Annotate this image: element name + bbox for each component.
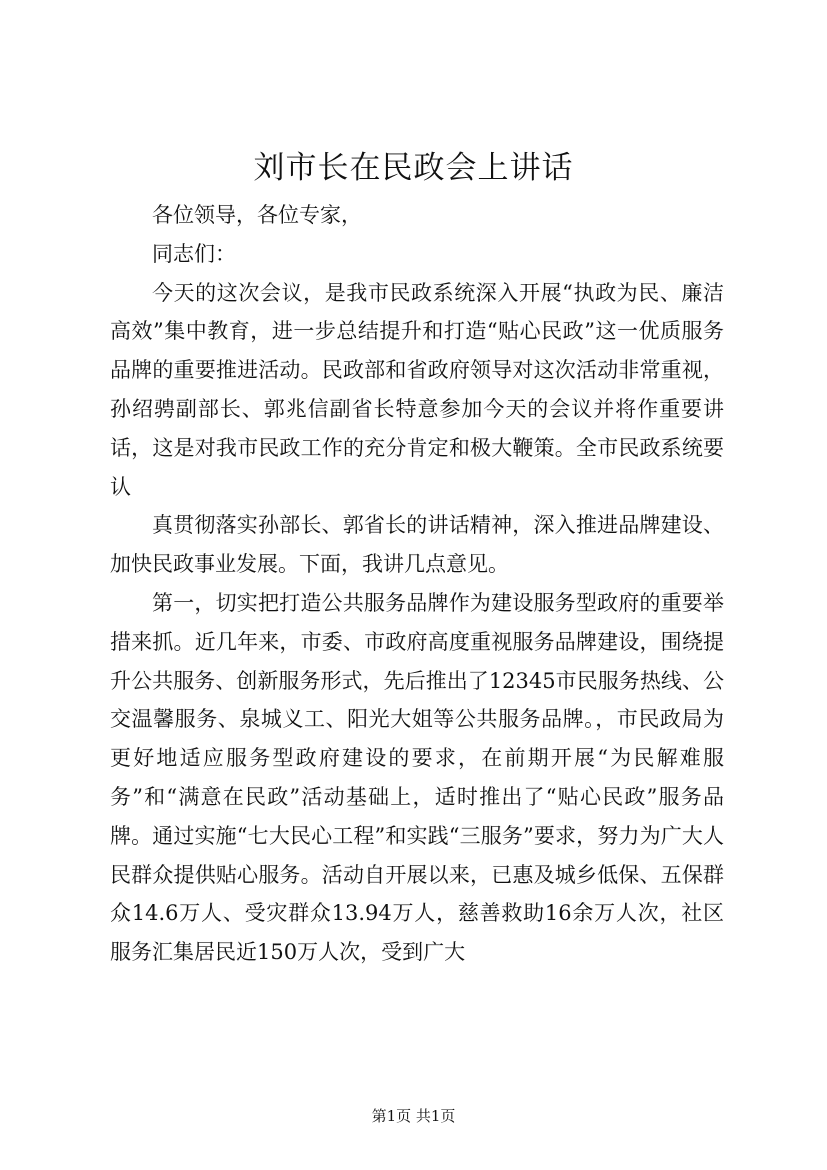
page-footer: 第1页 共1页 bbox=[371, 1107, 456, 1125]
salutation-line: 各位领导，各位专家， bbox=[152, 203, 362, 227]
body-paragraph: 第一，切实把打造公共服务品牌作为建设服务型政府的重要举措来抓。近几年来，市委、市政府高度重视服务品牌建设，围绕提升公共服务、创新服务形式，先后推出了12345市民服务热线、公交温馨服务、泉城义工、阳光大姐等公共服务品牌。，市民政局为更好地适应服务型政府建设的要求，在前期开展“为民解难服务”和“满意在民政”活动基础上，适时推出了“贴心民政”服务品牌。通过实施“七大民心工程”和实践“三服务”要求，努力为广大人民群众提供贴心服务。活动自开展以来，已惠及城乡低保、五保群众14.6万人、受灾群众13.94万人，慈善救助16余万人次，社区服务汇集居民近150万人次，受到广大 bbox=[110, 590, 724, 965]
salutation-line: 同志们： bbox=[152, 241, 236, 266]
body-paragraph: 今天的这次会议，是我市民政系统深入开展“执政为民、廉洁高效”集中教育，进一步总结提升和打造“贴心民政”这一优质服务品牌的重要推进活动。民政部和省政府领导对这次活动非常重视，孙绍骋副部长、郭兆信副省长特意参加今天的会议并将作重要讲话，这是对我市民政工作的充分肯定和极大鞭策。全市民政系统要认 bbox=[110, 280, 724, 499]
body-paragraph: 真贯彻落实孙部长、郭省长的讲话精神，深入推进品牌建设、加快民政事业发展。下面，我讲几点意见。 bbox=[110, 513, 724, 577]
document-body bbox=[110, 196, 724, 972]
document-title: 刘市长在民政会上讲话 bbox=[253, 150, 574, 186]
